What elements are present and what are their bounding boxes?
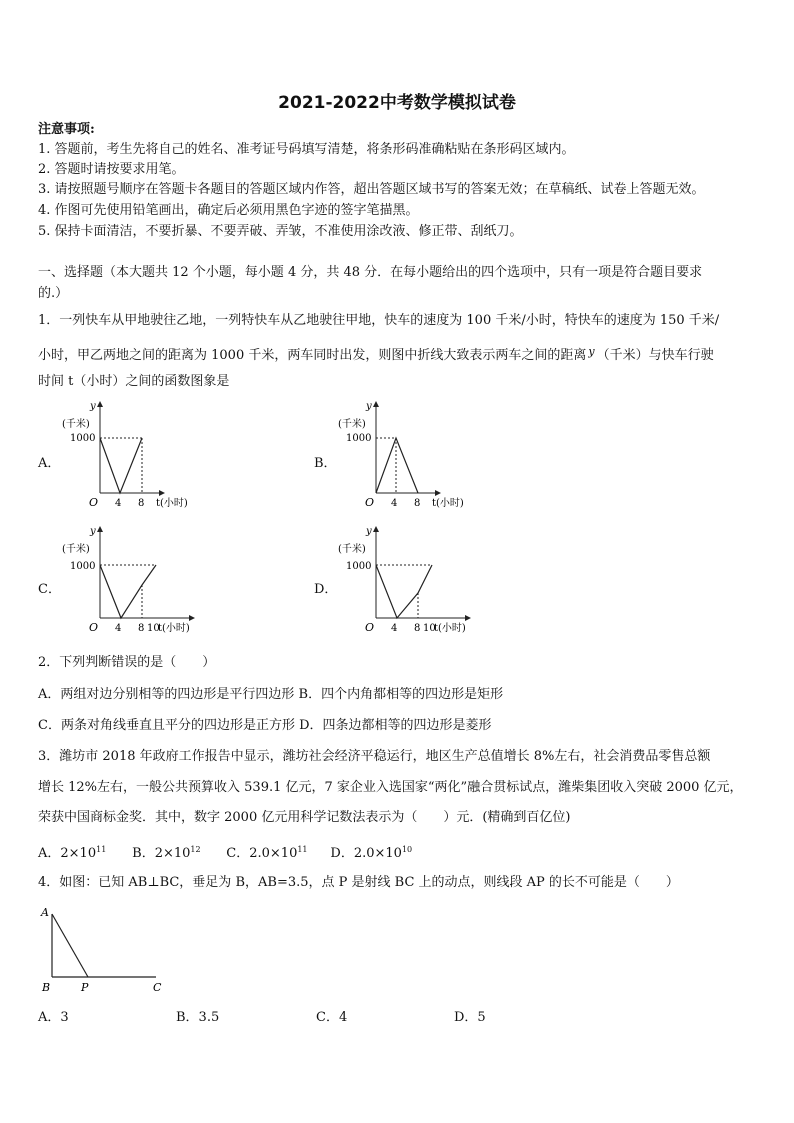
- notice-item-5: 5. 保持卡面清洁，不要折暴、不要弄破、弄皱，不准使用涂改液、修正带、刮纸刀。: [38, 224, 523, 239]
- y-axis-unit: (千米): [338, 419, 366, 430]
- q4-option-d: D．5: [454, 1010, 486, 1025]
- q4-stem: 4．如图：已知 AB⊥BC，垂足为 B，AB=3.5，点 P 是射线 BC 上的动点，则线段 AP 的长不可能是（ ）: [38, 875, 679, 890]
- x-tick-4: 4: [391, 623, 398, 634]
- q3-option-a: A．$2\times 10^{11}$: [38, 845, 107, 862]
- q2-options-line2: C．两条对角线垂直且平分的四边形是正方形 D．四条边都相等的四边形是菱形: [38, 718, 492, 733]
- notice-item-1: 1. 答题前，考生先将自己的姓名、准考证号码填写清楚，将条形码准确粘贴在条形码区域内。: [38, 142, 575, 157]
- y-tick-1000: 1000: [70, 433, 96, 444]
- notice-item-3: 3. 请按照题号顺序在答题卡各题目的答题区域内作答，超出答题区域书写的答案无效；在草稿纸、试卷上答题无效。: [38, 182, 705, 197]
- label-c: C: [153, 981, 162, 994]
- section-heading-cont: 的.）: [38, 286, 69, 301]
- q1-stem-line1: 1．一列快车从甲地驶往乙地，一列特快车从乙地驶往甲地，快车的速度为 100 千米/小时，特快车的速度为 150 千米/: [38, 313, 720, 328]
- q1-option-c-label: C．: [38, 582, 61, 597]
- q4-option-c: C．4: [316, 1010, 348, 1025]
- origin-label: O: [365, 621, 375, 634]
- graph-b-line: [376, 438, 418, 493]
- q3-option-b: B．$2\times 10^{12}$: [132, 845, 201, 862]
- q1-graph-b: [334, 398, 484, 516]
- y-axis-label: y: [366, 401, 372, 412]
- q3-stem-line3: 荣获中国商标金奖．其中，数字 2000 亿元用科学记数法表示为（ ）元．(精确到百亿位): [38, 810, 571, 825]
- x-tick-4: 4: [391, 498, 398, 509]
- q1-graph-c: [58, 523, 208, 641]
- segment-ap: [52, 914, 88, 977]
- y-axis-unit: (千米): [62, 544, 90, 555]
- x-tick-8: 8: [138, 623, 145, 634]
- q4-option-a: A．3: [38, 1010, 69, 1025]
- q2-stem: 2．下列判断错误的是（ ）: [38, 655, 216, 670]
- q1-stem-line2: [38, 342, 714, 366]
- label-b: B: [42, 981, 51, 994]
- section-heading: 一、选择题（本大题共 12 个小题，每小题 4 分，共 48 分．在每小题给出的四个选项中，只有一项是符合题目要求: [38, 265, 703, 280]
- x-tick-8: 8: [138, 498, 145, 509]
- graph-c-line: [100, 565, 156, 618]
- q1-stem-line3: 时间 t（小时）之间的函数图象是: [38, 374, 230, 389]
- origin-label: O: [365, 496, 375, 509]
- label-a: A: [41, 906, 49, 919]
- q4-options: [38, 1008, 554, 1028]
- x-tick-8: 8: [414, 623, 421, 634]
- q1-text-b: （千米）与快车行驶: [596, 348, 714, 363]
- q1-var-y: y: [588, 345, 595, 358]
- q3-options: [38, 840, 430, 864]
- q1-option-d-label: D．: [314, 582, 338, 597]
- notice-item-2: 2. 答题时请按要求用笔。: [38, 162, 185, 177]
- x-tick-8: 8: [414, 498, 421, 509]
- page-title: 2021-2022中考数学模拟试卷: [278, 93, 516, 113]
- q3-option-c: C．$2.0\times 10^{11}$: [226, 845, 308, 862]
- origin-label: O: [89, 621, 99, 634]
- y-tick-1000: 1000: [346, 433, 372, 444]
- q1-option-b-label: B．: [314, 456, 337, 471]
- y-axis-unit: (千米): [338, 544, 366, 555]
- x-tick-10: 10: [147, 623, 160, 634]
- graph-a-line: [100, 438, 142, 493]
- origin-label: O: [89, 496, 99, 509]
- y-tick-1000: 1000: [346, 561, 372, 572]
- y-axis-label: y: [366, 526, 372, 537]
- notice-heading: 注意事项:: [38, 122, 95, 137]
- q4-option-b: B．3.5: [176, 1010, 220, 1025]
- q1-graph-d: [334, 523, 484, 641]
- x-axis-label: t(小时): [434, 623, 466, 634]
- q3-stem-line1: 3．潍坊市 2018 年政府工作报告中显示，潍坊社会经济平稳运行，地区生产总值增长 8%左右，社会消费品零售总额: [38, 749, 711, 764]
- graph-d-line: [376, 565, 432, 618]
- x-axis-label: t(小时): [432, 498, 464, 509]
- y-tick-1000: 1000: [70, 561, 96, 572]
- notice-item-4: 4. 作图可先使用铅笔画出，确定后必须用黑色字迹的签字笔描黑。: [38, 203, 419, 218]
- q4-figure: [36, 902, 168, 994]
- x-tick-10: 10: [423, 623, 436, 634]
- q3-option-d: D．$2.0\times 10^{10}$: [330, 845, 413, 862]
- x-axis-label: t(小时): [158, 623, 190, 634]
- x-axis-label: t(小时): [156, 498, 188, 509]
- q2-options-line1: A．两组对边分别相等的四边形是平行四边形 B．四个内角都相等的四边形是矩形: [38, 687, 504, 702]
- y-axis-label: y: [90, 526, 96, 537]
- q1-text-a: 小时，甲乙两地之间的距离为 1000 千米，两车同时出发，则图中折线大致表示两车之间的距离: [38, 348, 587, 363]
- x-tick-4: 4: [115, 498, 122, 509]
- y-axis-unit: (千米): [62, 419, 90, 430]
- q1-graph-a: [58, 398, 208, 516]
- y-axis-label: y: [90, 401, 96, 412]
- x-tick-4: 4: [115, 623, 122, 634]
- q1-option-a-label: A．: [38, 456, 61, 471]
- label-p: P: [81, 981, 89, 994]
- q3-stem-line2: 增长 12%左右，一般公共预算收入 539.1 亿元，7 家企业入选国家“两化”融合贯标试点，潍柴集团收入突破 2000 亿元，: [38, 780, 743, 795]
